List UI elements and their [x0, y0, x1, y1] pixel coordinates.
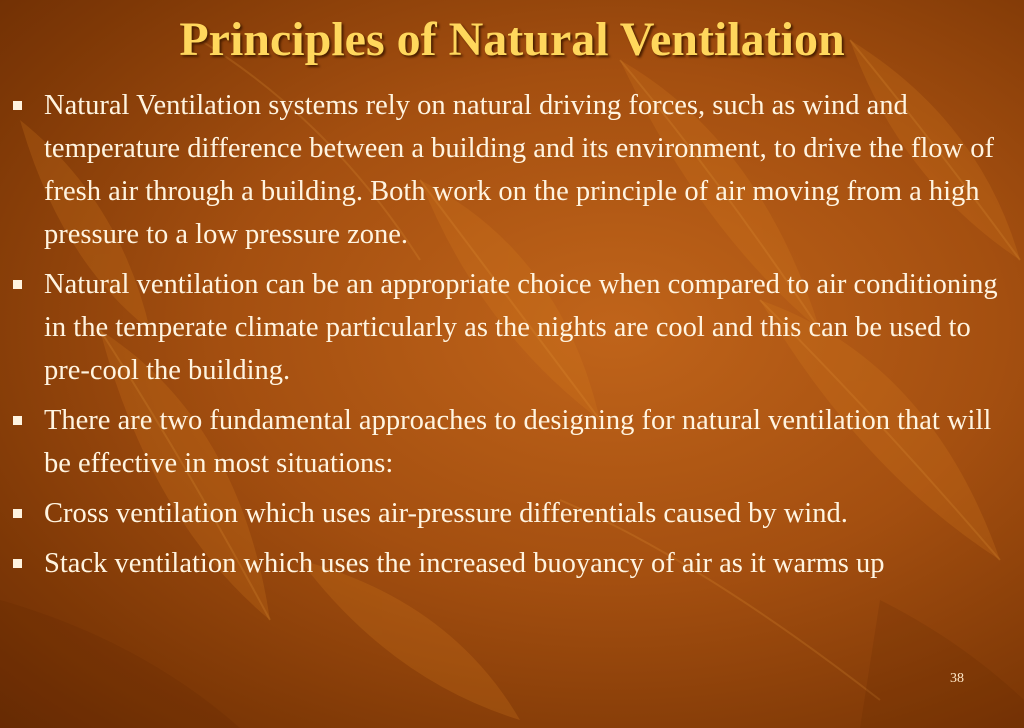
bullet-list	[10, 84, 1010, 592]
square-bullet-icon	[13, 416, 22, 425]
bullet-text: Natural ventilation can be an appropriate choice when compared to air conditioning in the temperate climate particularly as the nights are cool and this can be used to pre-cool the building.	[44, 269, 998, 386]
square-bullet-icon	[13, 101, 22, 110]
slide-title: Principles of Natural Ventilation	[179, 13, 845, 66]
bullet-item	[10, 492, 1010, 535]
square-bullet-icon	[13, 559, 22, 568]
slide-number: 38	[950, 671, 964, 686]
bullet-item	[10, 399, 1010, 485]
bullet-text: Stack ventilation which uses the increased buoyancy of air as it warms up	[44, 548, 885, 579]
bullet-item	[10, 542, 1010, 585]
square-bullet-icon	[13, 280, 22, 289]
bullet-item	[10, 263, 1010, 392]
square-bullet-icon	[13, 509, 22, 518]
bullet-item	[10, 84, 1010, 256]
bullet-text: Cross ventilation which uses air-pressure differentials caused by wind.	[44, 498, 848, 529]
bullet-text: There are two fundamental approaches to designing for natural ventilation that will be effective in most situations:	[44, 405, 992, 479]
bullet-text: Natural Ventilation systems rely on natural driving forces, such as wind and temperature difference between a building and its environment, to drive the flow of fresh air through a building. Both work on the principle of air moving from a high pressure to a low pressure zone.	[44, 90, 994, 250]
